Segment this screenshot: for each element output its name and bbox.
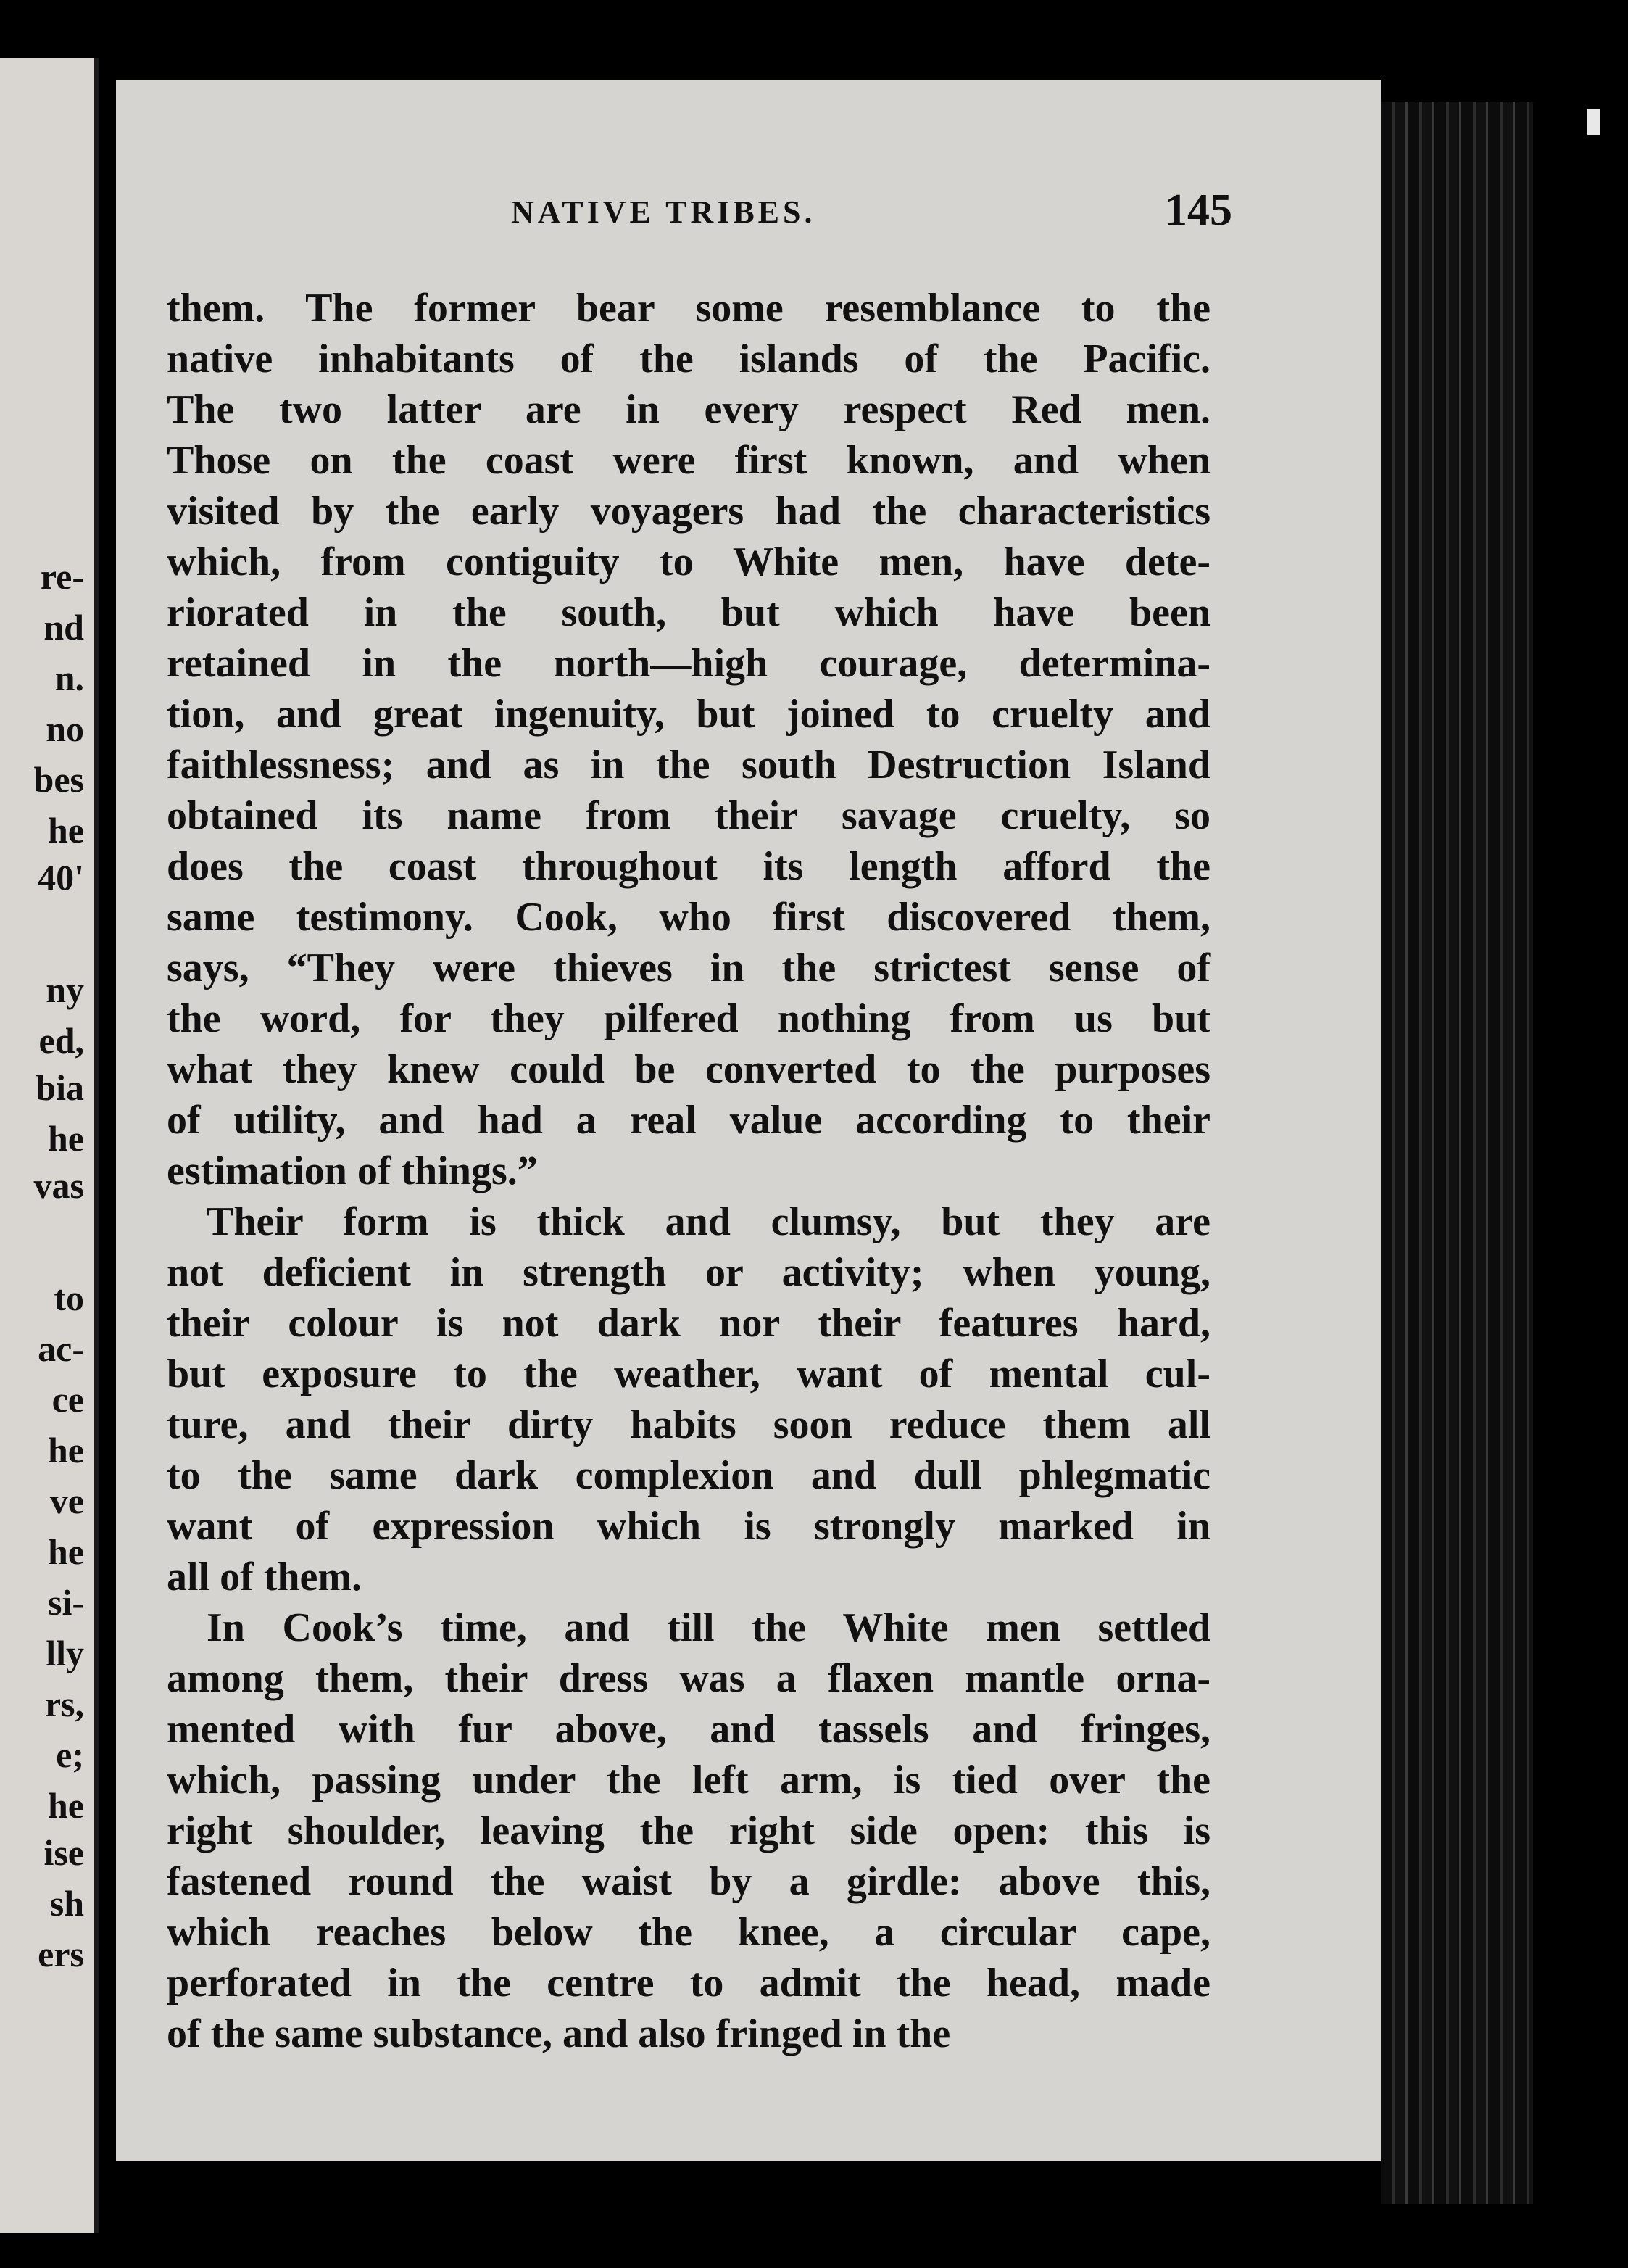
edge-mark [1587,109,1600,135]
page-number: 145 [1165,186,1232,235]
adjacent-page-fragment: ed, [38,1020,84,1061]
text-line: what they knew could be converted to the purposes [167,1047,1210,1092]
text-line: all of them. [167,1555,362,1599]
text-line: fastened round the waist by a girdle: above this, [167,1859,1210,1904]
adjacent-page-fragment: bia [36,1067,84,1108]
text-line: which, from contiguity to White men, have dete- [167,539,1210,584]
text-line: In Cook’s time, and till the White men settled [207,1605,1210,1650]
text-line: of utility, and had a real value according to their [167,1098,1210,1143]
text-line: which reaches below the knee, a circular cape, [167,1910,1210,1955]
paragraph [167,283,1210,1196]
book-edge [1381,102,1533,2204]
text-line: Their form is thick and clumsy, but they are [207,1199,1210,1244]
adjacent-page-fragment: bes [33,759,84,800]
adjacent-page-fragment: ac- [38,1328,84,1369]
adjacent-page-fragment: lly [46,1633,84,1673]
adjacent-page-fragment: to [54,1278,84,1318]
adjacent-page-fragment: ce [51,1379,84,1420]
page-header [167,185,1232,243]
adjacent-page-fragment: he [48,1531,84,1572]
adjacent-page-fragment: he [48,1118,84,1159]
text-line: Those on the coast were first known, and when [167,438,1210,483]
body-text [167,283,1210,2059]
adjacent-page-fragment: e; [56,1734,84,1775]
text-line: visited by the early voyagers had the characteristics [167,489,1210,534]
adjacent-page-fragment: rs, [44,1684,84,1724]
adjacent-page-fragment: he [48,1785,84,1826]
adjacent-page-fragment: ny [46,969,84,1010]
text-line: retained in the north—high courage, determina- [167,641,1210,686]
text-line: tion, and great ingenuity, but joined to cruelty and [167,692,1210,737]
adjacent-page-fragment: vas [33,1165,84,1206]
text-line: mented with fur above, and tassels and fringes, [167,1707,1210,1752]
adjacent-page-fragment: sh [49,1883,84,1924]
adjacent-page-fragment: si- [48,1582,84,1623]
adjacent-page-fragment: he [48,810,84,850]
adjacent-page-fragment: no [46,708,84,749]
text-line: to the same dark complexion and dull phlegmatic [167,1453,1210,1498]
text-line: does the coast throughout its length afford the [167,844,1210,889]
text-line: right shoulder, leaving the right side open: this is [167,1808,1210,1853]
adjacent-page-fragment: ise [43,1832,84,1873]
text-line: perforated in the centre to admit the head, made [167,1961,1210,2006]
text-line: native inhabitants of the islands of the Pacific. [167,336,1210,381]
adjacent-page-fragment: he [48,1430,84,1470]
text-line: of the same substance, and also fringed in the [167,2011,951,2056]
adjacent-page-fragment: ers [38,1934,84,1974]
text-line: ture, and their dirty habits soon reduce them all [167,1402,1210,1447]
text-line: same testimony. Cook, who first discovered them, [167,895,1210,940]
text-line: The two latter are in every respect Red men. [167,387,1210,432]
text-line: obtained its name from their savage cruelty, so [167,793,1210,838]
adjacent-page-fragment: nd [43,607,84,647]
text-line: the word, for they pilfered nothing from us but [167,996,1210,1041]
adjacent-page-fragment: ve [49,1481,84,1521]
paragraph [167,1602,1210,2059]
paragraph [167,1196,1210,1602]
text-line: but exposure to the weather, want of mental cul- [167,1352,1210,1396]
adjacent-page-fragment: n. [54,658,84,698]
text-line: their colour is not dark nor their features hard, [167,1301,1210,1346]
text-line: them. The former bear some resemblance to the [167,286,1210,331]
text-line: riorated in the south, but which have been [167,590,1210,635]
text-line: among them, their dress was a flaxen mantle orna- [167,1656,1210,1701]
adjacent-page-edge [0,58,99,2233]
adjacent-page-fragment: re- [40,556,84,597]
text-line: estimation of things.” [167,1149,538,1193]
text-line: want of expression which is strongly marked in [167,1504,1210,1549]
running-head: NATIVE TRIBES. [511,194,816,230]
text-line: faithlessness; and as in the south Destruction Island [167,742,1210,787]
text-line: not deficient in strength or activity; when young, [167,1250,1210,1295]
text-line: which, passing under the left arm, is tied over the [167,1758,1210,1803]
text-line: says, “They were thieves in the strictest sense of [167,945,1210,990]
adjacent-page-fragment: 40' [38,857,84,898]
